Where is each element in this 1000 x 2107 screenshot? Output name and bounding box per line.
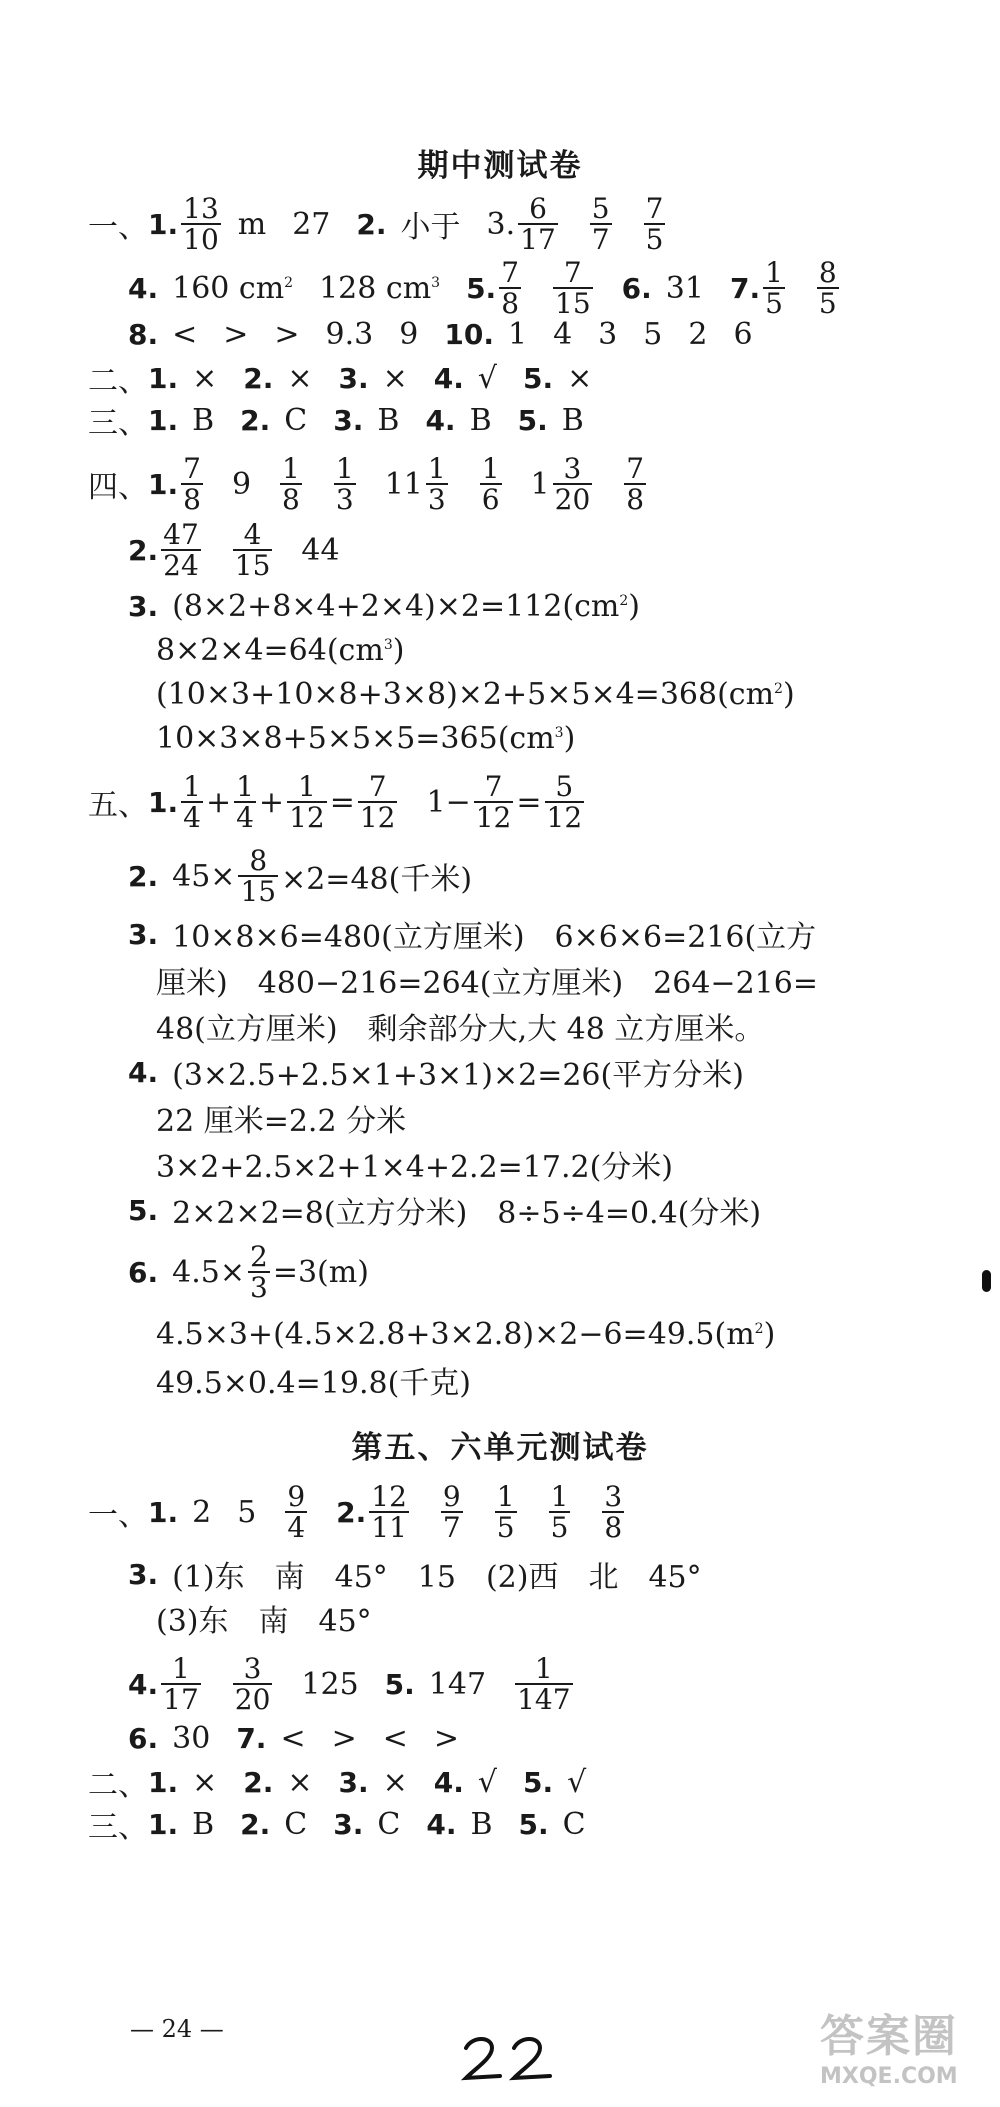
fraction: $\frac{3}{20}$ [554,451,591,516]
fraction: $\frac{2}{3}$ [249,1239,268,1304]
answer-line: 3. $(8\times 2+8\times 4+2\times 4)\times 2=112(cm^2)$ [128,588,640,624]
fraction: $\frac{5}{7}$ [591,191,610,256]
answer-line: 5. 2×2×2=8(立方分米) 8÷5÷4=0.4(分米) [128,1193,762,1231]
fraction: $\frac{1}{6}$ [481,451,500,516]
fraction: $\frac{1}{4}$ [183,769,201,834]
fraction: $\frac{7}{12}$ [359,769,396,834]
answer-line: 二、 1. × 2. × 3. × 4. √ 5. × [88,360,593,399]
answer-line: 三、 1. B 2. C 3. C 4. B 5. C [88,1806,586,1845]
answer-line: 2. $\frac{47}{24}$ $\frac{4}{15}$ 44 [128,517,340,582]
section-title: 期中测试卷 [417,148,583,184]
answer-line: 8. < > > 9.3 9 10. 1 4 3 5 2 6 [128,316,753,352]
fraction: $\frac{1}{147}$ [517,1651,571,1716]
fraction: $\frac{4}{15}$ [234,517,271,582]
answer-line: 厘米) 480−216=264(立方厘米) 264−216= [156,966,818,1001]
page-number: — 24 — [130,2015,224,2043]
fraction: $\frac{12}{11}$ [371,1479,407,1544]
handwritten-number [458,2030,568,2085]
fraction: $\frac{1}{12}$ [289,769,325,834]
section-title: 第五、六单元测试卷 [351,1430,649,1466]
answer-line: 4. (3×2.5+2.5×1+3×1)×2=26(平方分米) [128,1055,744,1093]
answer-line: $10\times 3\times 8+5\times 5\times 5=365(cm^3)$ [156,720,576,756]
fraction: $\frac{7}{8}$ [626,451,645,516]
answer-line: 四、 1. $\frac{7}{8}$ 9 $\frac{1}{8}$ $\frac{1}{3}$ 11 $\frac{1}{3}$ $\frac{1}{6}$ 1 $\frac{3}{20}$ $\frac{7}{8}$ [88,451,645,516]
answer-line: 一、 1. $\frac{13}{10}$ m 27 2. 小于 3. $\frac{6}{17}$ $\frac{5}{7}$ $\frac{7}{5}$ [88,191,664,256]
answer-line: 一、 1. 2 5 $\frac{9}{4}$ 2. $\frac{12}{11}$ $\frac{9}{7}$ $\frac{1}{5}$ $\frac{1}{5}$ $\frac{3}{8}$ [88,1479,623,1544]
watermark-logo-url: MXQE.COM [820,2064,958,2089]
fraction: $\frac{7}{5}$ [645,191,664,256]
answer-line: 二、 1. × 2. × 3. × 4. √ 5. √ [88,1764,587,1803]
answer-line: 三、 1. B 2. C 3. B 4. B 5. B [88,402,584,441]
watermark-logo-text: 答案圈 [820,2011,958,2062]
fraction: $\frac{1}{5}$ [496,1479,515,1544]
fraction: $\frac{1}{17}$ [163,1651,199,1716]
answer-line: 3. (1)东 南 45° 15 (2)西 北 45° [128,1557,702,1595]
fraction: $\frac{6}{17}$ [520,191,556,256]
answer-line: 48(立方厘米) 剩余部分大,大 48 立方厘米。 [156,1012,765,1047]
fraction: $\frac{1}{3}$ [335,451,354,516]
fraction: $\frac{8}{15}$ [240,843,277,908]
fraction: $\frac{47}{24}$ [163,517,199,582]
answer-line: 3×2+2.5×2+1×4+2.2=17.2(分米) [156,1150,674,1185]
answer-line: $(10\times 3+10\times 8+3\times 8)\times 2+5\times 5\times 4=368(cm^2)$ [156,676,795,712]
fraction: $\frac{1}{5}$ [765,255,783,320]
answer-line: 3. 10×8×6=480(立方厘米) 6×6×6=216(立方 [128,917,817,955]
fraction: $\frac{1}{3}$ [427,451,446,516]
answer-line: 6. 30 7. < > < > [128,1720,459,1756]
fraction: $\frac{9}{7}$ [442,1479,461,1544]
fraction: $\frac{13}{10}$ [183,191,219,256]
answer-line: 22 厘米=2.2 分米 [156,1104,407,1139]
answer-line: (3)东 南 45° [156,1604,372,1639]
answer-line: 五、 1. $\frac{1}{4}$ + $\frac{1}{4}$ + $\frac{1}{12}$ = $\frac{7}{12}$ 1− $\frac{7}{12}$ = $\frac{5}{12}$ [88,769,583,834]
fraction: $\frac{7}{8}$ [183,451,201,516]
answer-line: 4. $\frac{1}{17}$ $\frac{3}{20}$ 125 5. 147 $\frac{1}{147}$ [128,1651,571,1716]
answer-line: $8\times 2\times 4=64(cm^3)$ [156,632,405,668]
answer-line: 6. 4.5× $\frac{2}{3}$ =3(m) [128,1239,369,1304]
fraction: $\frac{7}{8}$ [501,255,520,320]
fraction: $\frac{1}{8}$ [282,451,300,516]
answer-line: 2. 45× $\frac{8}{15}$ ×2=48(千米) [128,843,473,908]
fraction: $\frac{7}{12}$ [475,769,512,834]
answer-line: 49.5×0.4=19.8(千克) [156,1366,471,1401]
fraction: $\frac{3}{8}$ [604,1479,623,1544]
fraction: $\frac{8}{5}$ [818,255,837,320]
fraction: $\frac{7}{15}$ [555,255,591,320]
edge-mark [982,1270,991,1292]
fraction: $\frac{9}{4}$ [287,1479,306,1544]
fraction: $\frac{1}{4}$ [236,769,254,834]
fraction: $\frac{1}{5}$ [550,1479,569,1544]
answer-line: $4.5\times 3+(4.5\times 2.8+3\times 2.8)\times 2-6=49.5(m^2)$ [156,1316,776,1352]
watermark-logo [820,2000,958,2089]
fraction: $\frac{3}{20}$ [234,1651,271,1716]
answer-line: 4. 160 $cm^2$ 128 $cm^3$ 5. $\frac{7}{8}$ $\frac{7}{15}$ 6. 31 7. $\frac{1}{5}$ $\frac{8}{5}$ [128,255,837,320]
fraction: $\frac{5}{12}$ [546,769,583,834]
